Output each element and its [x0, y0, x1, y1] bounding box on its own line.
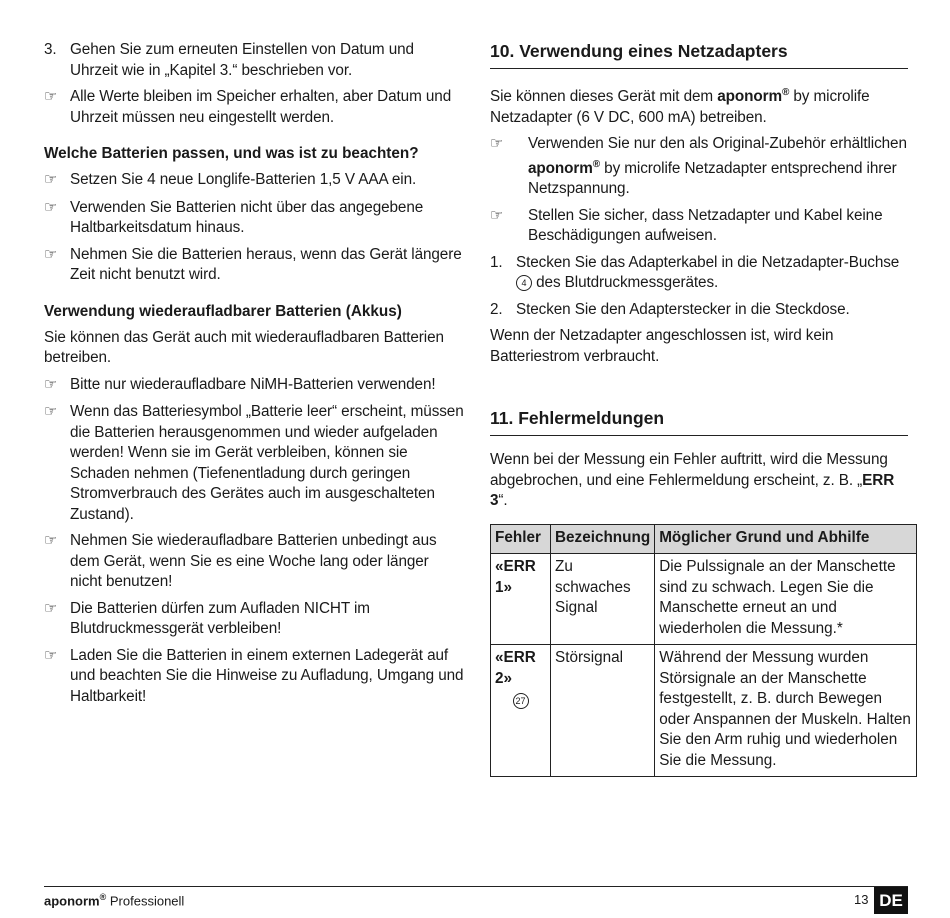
section-11-intro: [490, 450, 908, 512]
brand-name: aponorm: [44, 893, 100, 909]
column-header: Fehler: [491, 524, 551, 554]
step-2: [490, 300, 908, 321]
error-code-cell: [491, 645, 551, 777]
note-text: Laden Sie die Batterien in einem externen Ladegerät auf und beachten Sie die Hinweise zu Aufladung, Umgang und Haltbarkeit!: [70, 646, 464, 705]
pointing-hand-icon: ☞: [44, 87, 58, 105]
table-row: [491, 554, 917, 645]
note-item: [44, 245, 464, 286]
registered-mark: ®: [99, 892, 107, 902]
section-10-intro: [490, 83, 908, 128]
language-badge: DE: [874, 887, 908, 914]
note-text-part: Verwenden Sie nur den als Original-Zubehör erhältlichen: [528, 135, 907, 153]
reference-number-badge: 4: [516, 275, 532, 291]
error-code-cell: «ERR 1»: [491, 554, 551, 645]
rechargeable-intro: Sie können das Gerät auch mit wiederaufladbaren Batterien betreiben.: [44, 328, 444, 366]
pointing-hand-icon: ☞: [44, 170, 58, 188]
step-1: [490, 253, 908, 294]
section-10-title: 10. Verwendung eines Netzadapters: [490, 40, 908, 69]
pointing-hand-icon: ☞: [44, 531, 58, 549]
note-text: Verwenden Sie Batterien nicht über das angegebene Haltbarkeitsdatum hinaus.: [70, 198, 424, 236]
step-text: Gehen Sie zum erneuten Einstellen von Datum und Uhrzeit wie in „Kapitel 3.“ beschrieben vor.: [70, 41, 414, 79]
note-item: [44, 170, 464, 192]
page-number: 13: [854, 892, 869, 907]
note-item: [490, 134, 908, 200]
note-item: [44, 599, 464, 640]
footer-divider: [44, 886, 908, 887]
note-item: [490, 206, 908, 247]
note-item: [44, 87, 464, 128]
step-text: Stecken Sie den Adapterstecker in die Steckdose.: [516, 300, 850, 318]
pointing-hand-icon: ☞: [44, 244, 58, 263]
registered-mark: ®: [781, 87, 790, 98]
step-3: [44, 40, 464, 81]
intro-text: Wenn bei der Messung ein Fehler auftritt, wird die Messung abgebrochen, und eine Fehlermeldung erscheint, z. B. „: [490, 451, 888, 489]
reference-number-badge: 27: [513, 693, 529, 709]
column-header: Bezeichnung: [551, 524, 655, 554]
pointing-hand-icon: ☞: [44, 374, 58, 393]
pointing-hand-icon: ☞: [44, 645, 58, 664]
step-text-part: des Blutdruckmessgerätes.: [532, 274, 719, 292]
table-header-row: [491, 524, 917, 554]
step-number: 1.: [490, 253, 503, 271]
error-name-cell: Zu schwaches Signal: [551, 554, 655, 645]
pointing-hand-icon: ☞: [490, 134, 504, 153]
registered-mark: ®: [592, 158, 601, 170]
brand-name: aponorm: [528, 159, 593, 177]
note-item: [44, 402, 464, 525]
note-item: [44, 198, 464, 239]
note-text: [528, 134, 908, 200]
pointing-hand-icon: ☞: [490, 205, 504, 224]
note-item: [44, 375, 464, 397]
pointing-hand-icon: ☞: [44, 197, 58, 216]
section-10-outro: Wenn der Netzadapter angeschlossen ist, wird kein Batteriestrom verbraucht.: [490, 327, 834, 365]
note-text: Setzen Sie 4 neue Longlife-Batterien 1,5 V AAA ein.: [70, 171, 417, 188]
note-text: Die Batterien dürfen zum Aufladen NICHT im Blutdruckmessgerät verbleiben!: [70, 599, 370, 637]
note-text: Nehmen Sie die Batterien heraus, wenn das Gerät längere Zeit nicht benutzt wird.: [70, 245, 462, 283]
footer-product: [44, 892, 184, 908]
note-text: Wenn das Batteriesymbol „Batterie leer“ erscheint, müssen die Batterien herausgenommen und wieder aufgeladen werden! Wenn sie im Gerät verbleiben, können sie Schaden nehmen (Tiefenentladung durch geringen Stromverbrauch des Gerätes auch im ausgeschalteten Zustand).: [70, 403, 464, 523]
brand-name: aponorm: [717, 88, 782, 106]
intro-text: by microlife Netzadapter (6 V DC, 600 mA) betreiben.: [490, 88, 870, 126]
note-text: Bitte nur wiederaufladbare NiMH-Batterien verwenden!: [70, 375, 436, 393]
right-column: [490, 40, 911, 777]
product-name: Professionell: [106, 893, 185, 909]
left-column: [44, 40, 464, 713]
pointing-hand-icon: ☞: [44, 402, 58, 420]
intro-text: “.: [498, 492, 508, 510]
step-number: 2.: [490, 300, 503, 318]
rechargeable-heading: Verwendung wiederaufladbarer Batterien (Akkus): [44, 302, 402, 320]
error-remedy-cell: Während der Messung wurden Störsignale an der Manschette festgestellt, z. B. durch Bewegen oder Anspannen der Muskeln. Halten Sie den Arm ruhig und wiederholen Sie die Messung.: [655, 645, 917, 777]
column-header: Möglicher Grund und Abhilfe: [655, 524, 917, 554]
note-item: [44, 531, 464, 593]
pointing-hand-icon: ☞: [44, 598, 58, 617]
note-text: Stellen Sie sicher, dass Netzadapter und Kabel keine Beschädigungen aufweisen.: [528, 206, 883, 245]
table-row: [491, 645, 917, 777]
error-name-cell: Störsignal: [551, 645, 655, 777]
error-code: «ERR 2»: [495, 649, 536, 687]
error-code: ERR 3: [490, 471, 895, 510]
step-number: 3.: [44, 41, 57, 58]
note-text-part: by microlife Netzadapter entsprechend ihrer Netzspannung.: [528, 159, 897, 198]
note-item: [44, 646, 464, 708]
step-text-part: Stecken Sie das Adapterkabel in die Netzadapter-Buchse: [516, 253, 900, 271]
note-text: Nehmen Sie wiederaufladbare Batterien unbedingt aus dem Gerät, wenn Sie es eine Woche lang oder länger nicht benutzen!: [70, 532, 437, 590]
note-text: Alle Werte bleiben im Speicher erhalten, aber Datum und Uhrzeit müssen neu eingestellt werden.: [70, 88, 452, 126]
intro-text: Sie können dieses Gerät mit dem: [490, 88, 718, 106]
step-text: [516, 253, 908, 294]
section-11-title: 11. Fehlermeldungen: [490, 407, 908, 436]
error-table: [490, 524, 917, 778]
error-remedy-cell: Die Pulssignale an der Manschette sind zu schwach. Legen Sie die Manschette erneut an und wiederholen die Messung.*: [655, 554, 917, 645]
batteries-heading: Welche Batterien passen, und was ist zu beachten?: [44, 145, 419, 162]
